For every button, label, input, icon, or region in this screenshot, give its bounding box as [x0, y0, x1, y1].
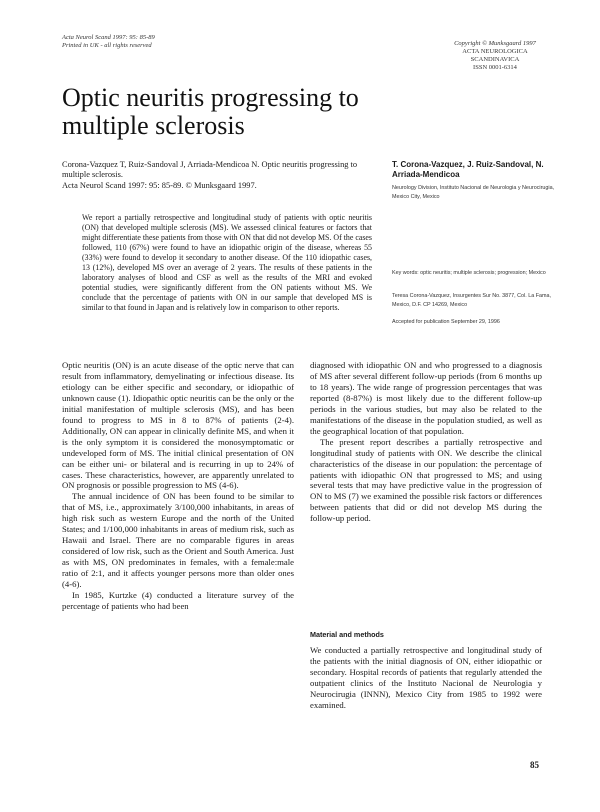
journal-name-line-2: SCANDINAVICA — [470, 56, 520, 63]
journal-publisher-header — [440, 40, 550, 72]
author-affiliation: Neurology Division, Instituto Nacional de Neurologia y Neurocirugia, Mexico City, Mexico — [392, 185, 555, 200]
body-paragraph: In 1985, Kurtzke (4) conducted a literature survey of the percentage of patients who had been — [62, 590, 294, 611]
copyright-line: Copyright © Munksgaard 1997 — [454, 40, 536, 47]
body-paragraph: Optic neuritis (ON) is an acute disease of the optic nerve that can result from inflammatory, demyelinating or infectious disease. Its etiology can be either specific and secondary, or idiopathic of unknown cause (1). Idiopathic optic neuritis can be the only or the initial manifestation of multiple sclerosis (MS), and has been found to progress to MS in 8 to 87% of patients (2-4). Additionally, ON can appear in clinically definite MS, and when it is the only symptom it is considered the monosymptomatic or undeveloped form of MS. The initial clinical presentation of ON can be either uni- or bilateral and is recurring in up to 24% of cases. These characteristics, however, are apparently unrelated to ON prognosis or possible progression to MS (4-6). — [62, 360, 294, 491]
page-number: 85 — [530, 760, 539, 770]
body-paragraph: The annual incidence of ON has been found to be similar to that of MS, i.e., approximately 3/100,000 inhabitants, in areas of high risk such as western Europe and the north of the United States; and 1/100,000 inhabitants in areas of medium risk, such as Hawaii and Israel. There are no comparable figures in areas considered of low risk, such as the Orient and South America. Just as with MS, ON predominates in females, with a female:male ratio of 2:1, and it affects younger persons more than older ones (4-6). — [62, 491, 294, 590]
body-column-right-methods — [310, 645, 542, 711]
journal-name-line-1: ACTA NEUROLOGICA — [462, 48, 528, 55]
author-names: T. Corona-Vazquez, J. Ruiz-Sandoval, N. Arriada-Mendicoa — [392, 160, 544, 179]
journal-line-2: Printed in UK - all rights reserved — [62, 42, 152, 49]
journal-line-1: Acta Neurol Scand 1997: 95: 85-89 — [62, 34, 155, 41]
citation-line-1: Corona-Vazquez T, Ruiz-Sandoval J, Arriada-Mendicoa N. Optic neuritis progressing to multiple sclerosis. — [62, 160, 358, 180]
article-title: Optic neuritis progressing to multiple sclerosis — [62, 83, 359, 140]
citation-block — [62, 160, 372, 191]
abstract: We report a partially retrospective and longitudinal study of patients with optic neuritis (ON) that developed multiple sclerosis (MS). We assessed clinical features or factors that might differentiate these patients from those with ON that did not develop MS. Of the cases followed, 110 (67%) were found to have an idiopathic origin of the disease, whereas 55 (33%) were found to develop it secondary to another disease. Of the 110 idiopathic cases, 13 (12%), developed MS over an average of 2 years. The results of these patients in the laboratory analyses of blood and CSF as well as the results of the MRI and evoked potential studies, were significantly different from the ON patients without MS. We conclude that the percentage of patients with ON in our sample that developed MS is similar to that found in Japan and is relatively low in comparison to other reports. — [82, 213, 372, 313]
journal-citation-header — [62, 34, 155, 50]
keywords: Key words: optic neuritis; multiple sclerosis; progression; Mexico — [392, 270, 546, 276]
body-column-right — [310, 360, 542, 524]
citation-line-2: Acta Neurol Scand 1997: 95: 85-89. © Munksgaard 1997. — [62, 180, 257, 190]
correspondence-address: Teresa Corona-Vazquez, Insurgentes Sur No. 3877, Col. La Fama, Mexico, D.F. CP 14269, Mexico — [392, 293, 552, 308]
accepted-date: Accepted for publication September 29, 1996 — [392, 319, 500, 325]
body-column-left — [62, 360, 294, 612]
body-paragraph: The present report describes a partially retrospective and longitudinal study of patients with ON. We describe the clinical characteristics of the disease in our population: the percentage of patients with idiopathic ON that progressed to MS; and using several tests that may have predictive value in the progression of ON to MS (7) we examined the possible risk factors or differences between patients that did or did not develop MS during the follow-up period. — [310, 436, 542, 524]
body-paragraph: diagnosed with idiopathic ON and who progressed to a diagnosis of MS after several different follow-up periods (from 6 months up to 18 years). The wide range of progression percentages that was reported (8-87%) is most likely due to the different follow-up periods in the various studies, but may also be related to the manifestations of the disease in the population studied, as well as the geographical location of that population. — [310, 360, 542, 436]
issn-line: ISSN 0001-6314 — [473, 64, 517, 71]
body-paragraph: We conducted a partially retrospective and longitudinal study of the patients with the initial diagnosis of ON, either idiopathic or secondary. Hospital records of patients that regularly attended the outpatient clinics of the Instituto Nacional de Neurologia y Neurocirugia (INNN), Mexico City from 1985 to 1992 were examined. — [310, 645, 542, 710]
section-heading: Material and methods — [310, 630, 384, 639]
